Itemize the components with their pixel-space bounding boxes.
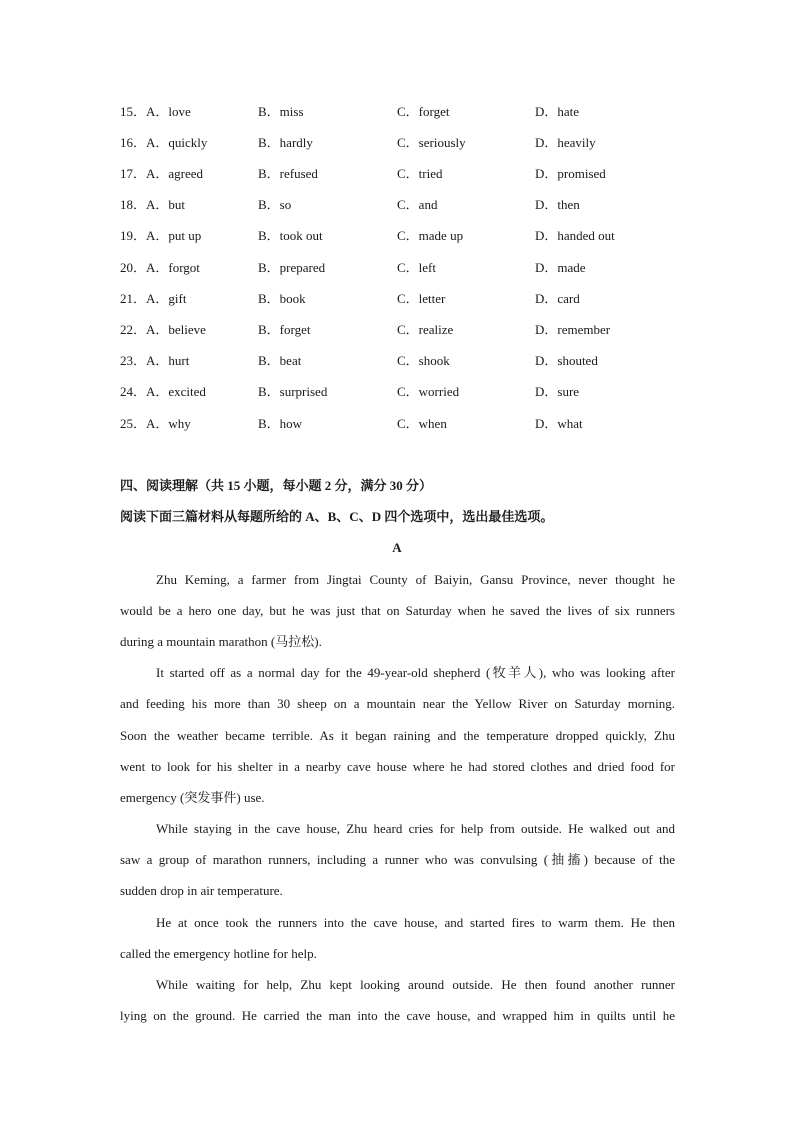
question-18-options: [120, 195, 680, 215]
option-c: C．forget: [397, 104, 450, 119]
option-b: B．how: [258, 416, 303, 431]
option-a: 24．A．excited: [120, 384, 206, 399]
passage-line: during a mountain marathon (马拉松).: [120, 634, 322, 649]
option-b: B．book: [258, 291, 306, 306]
question-21-options: [120, 289, 680, 309]
option-b: B．took out: [258, 228, 323, 243]
passage-line: saw a group of marathon runners, including a runner who was convulsing (抽搐) because of the: [120, 852, 675, 867]
option-d: D．promised: [535, 166, 606, 181]
option-c: C．seriously: [397, 135, 466, 150]
option-b: B．miss: [258, 104, 304, 119]
option-d: D．hate: [535, 104, 580, 119]
option-d: D．made: [535, 260, 586, 275]
option-a: 19．A．put up: [120, 228, 202, 243]
option-c: C．tried: [397, 166, 443, 181]
question-22-options: [120, 320, 680, 340]
option-b: B．beat: [258, 353, 302, 368]
passage-line: He at once took the runners into the cave house, and started fires to warm them. He then: [156, 915, 675, 930]
option-c: C．left: [397, 260, 436, 275]
question-24-options: [120, 382, 680, 402]
section-title: 四、阅读理解（共 15 小题，每小题 2 分，满分 30 分）: [120, 478, 433, 493]
option-c: C．shook: [397, 353, 450, 368]
option-a: 16．A．quickly: [120, 135, 208, 150]
passage-line: called the emergency hotline for help.: [120, 946, 317, 961]
option-a: 23．A．hurt: [120, 353, 190, 368]
option-d: D．heavily: [535, 135, 596, 150]
option-b: B．so: [258, 197, 292, 212]
option-b: B．hardly: [258, 135, 313, 150]
option-a: 18．A．but: [120, 197, 186, 212]
passage-line: Soon the weather became terrible. As it began raining and the temperature dropped quickly, Zhu: [120, 728, 675, 743]
option-c: C．letter: [397, 291, 446, 306]
passage-line: went to look for his shelter in a nearby cave house where he had stored clothes and dried food for: [120, 759, 675, 774]
option-c: C．worried: [397, 384, 460, 399]
question-16-options: [120, 133, 680, 153]
passage-line: While waiting for help, Zhu kept looking around outside. He then found another runner: [156, 977, 675, 992]
question-25-options: [120, 414, 680, 434]
option-d: D．then: [535, 197, 580, 212]
passage-line: would be a hero one day, but he was just that on Saturday when he saved the lives of six runners: [120, 603, 675, 618]
section-instruction: 阅读下面三篇材料从每题所给的 A、B、C、D 四个选项中，选出最佳选项。: [120, 509, 554, 524]
option-a: 15．A．love: [120, 104, 191, 119]
option-a: 22．A．believe: [120, 322, 206, 337]
option-a: 25．A．why: [120, 416, 191, 431]
option-d: D．remember: [535, 322, 611, 337]
option-c: C．and: [397, 197, 438, 212]
option-a: 17．A．agreed: [120, 166, 204, 181]
question-19-options: [120, 226, 680, 246]
option-c: C．when: [397, 416, 447, 431]
question-23-options: [120, 351, 680, 371]
option-b: B．prepared: [258, 260, 326, 275]
option-b: B．refused: [258, 166, 318, 181]
option-a: 21．A．gift: [120, 291, 187, 306]
option-c: C．realize: [397, 322, 454, 337]
option-b: B．forget: [258, 322, 311, 337]
option-a: 20．A．forgot: [120, 260, 200, 275]
passage-line: emergency (突发事件) use.: [120, 790, 265, 805]
option-d: D．what: [535, 416, 583, 431]
question-17-options: [120, 164, 680, 184]
passage-line: lying on the ground. He carried the man into the cave house, and wrapped him in quilts until he: [120, 1008, 675, 1023]
option-c: C．made up: [397, 228, 464, 243]
question-15-options: [120, 102, 680, 122]
passage-line: It started off as a normal day for the 49-year-old shepherd (牧羊人), who was looking after: [156, 665, 675, 680]
passage-line: While staying in the cave house, Zhu heard cries for help from outside. He walked out and: [156, 821, 675, 836]
passage-line: Zhu Keming, a farmer from Jingtai County of Baiyin, Gansu Province, never thought he: [156, 572, 675, 587]
option-b: B．surprised: [258, 384, 328, 399]
passage-line: sudden drop in air temperature.: [120, 883, 283, 898]
option-d: D．card: [535, 291, 580, 306]
passage-line: and feeding his more than 30 sheep on a mountain near the Yellow River on Saturday morning.: [120, 696, 675, 711]
option-d: D．shouted: [535, 353, 598, 368]
option-d: D．handed out: [535, 228, 615, 243]
passage-label: A: [392, 540, 402, 555]
question-20-options: [120, 258, 680, 278]
option-d: D．sure: [535, 384, 580, 399]
